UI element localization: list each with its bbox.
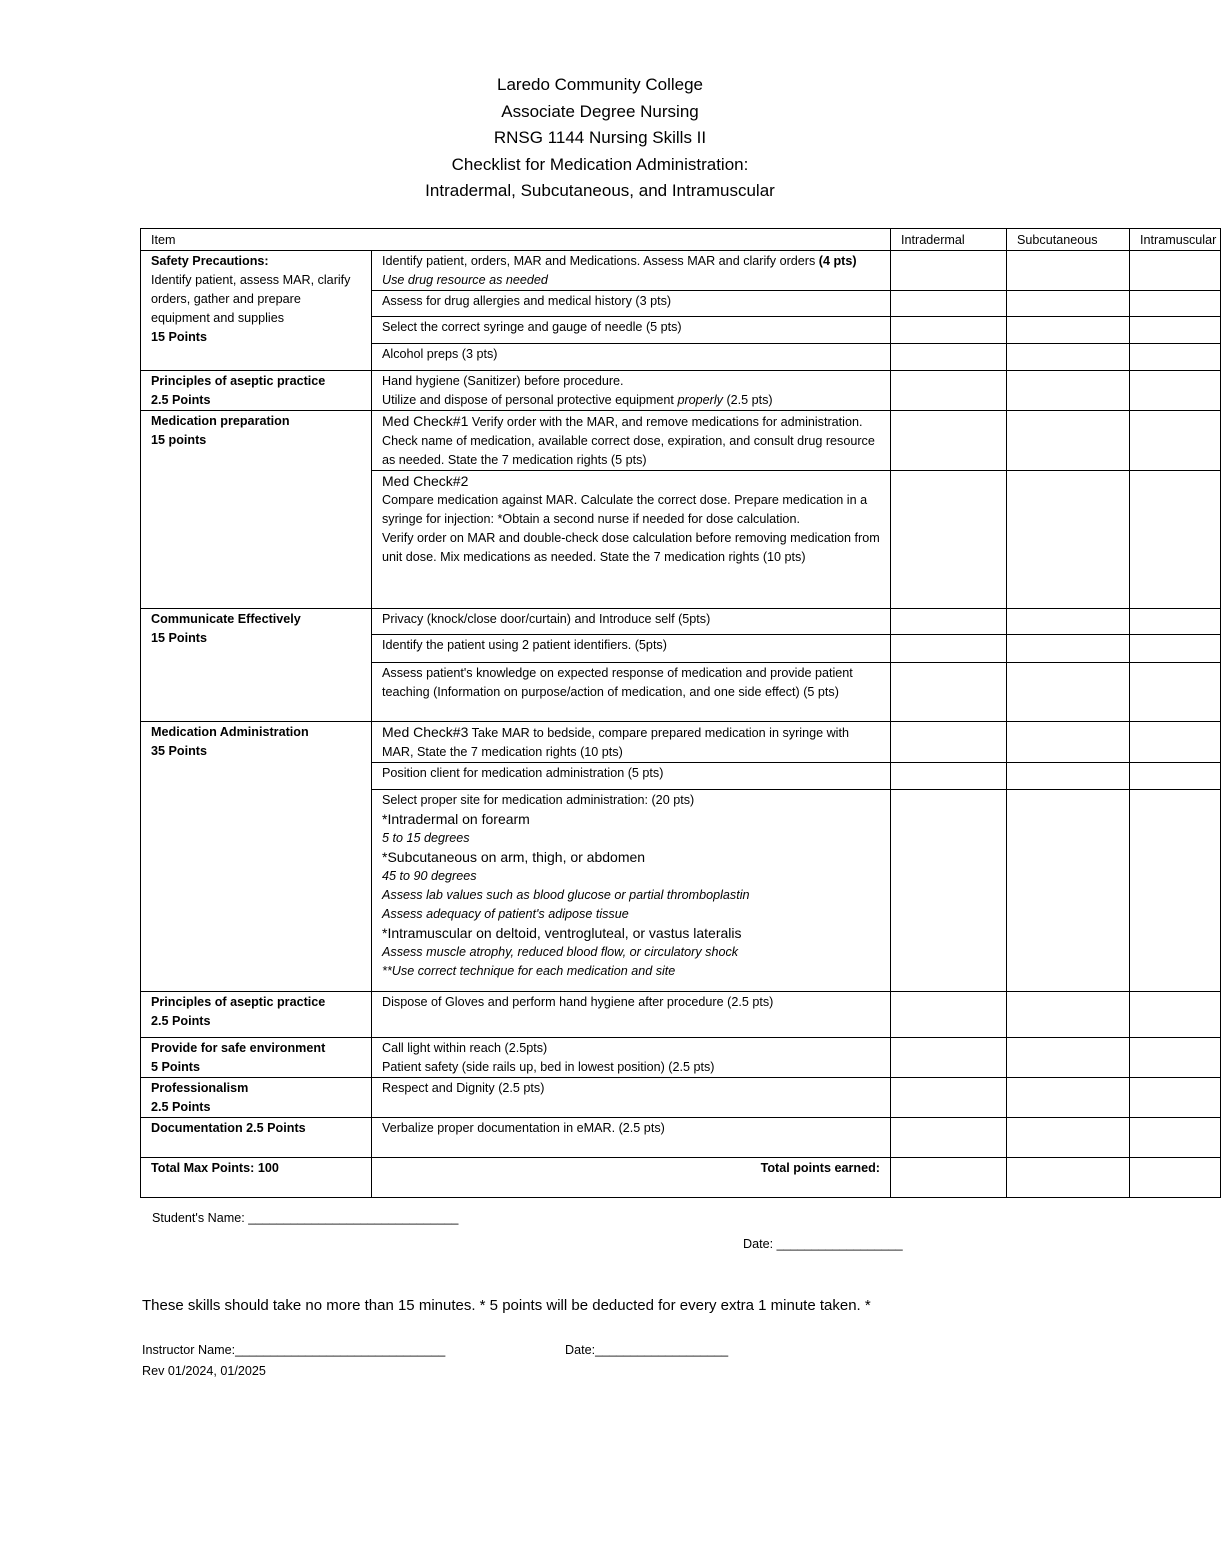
aseptic2-points: 2.5 Points xyxy=(151,1014,211,1028)
table-row xyxy=(141,609,1221,635)
intramuscular-cell[interactable] xyxy=(1130,411,1221,471)
subcutaneous-cell[interactable] xyxy=(1007,291,1130,317)
aseptic2-title: Principles of aseptic practice xyxy=(151,995,326,1009)
safety-desc: Identify patient, assess MAR, clarify orders, gather and prepare equipment and supplies xyxy=(151,273,351,325)
admin-intramuscular: *Intramuscular on deltoid, ventrogluteal, or vastus lateralis xyxy=(382,925,742,941)
comm-item-2: Identify the patient using 2 patient identifiers. (5pts) xyxy=(372,635,891,663)
admin-technique: **Use correct technique for each medication and site xyxy=(382,964,676,978)
table-row xyxy=(141,992,1221,1038)
subcutaneous-total-cell[interactable] xyxy=(1007,1158,1130,1198)
comm-item-3: Assess patient's knowledge on expected response of medication and provide patient teaching (Information on purpose/action of medication, and one side effect) (5 pts) xyxy=(372,663,891,722)
doc-item: Verbalize proper documentation in eMAR. (2.5 pts) xyxy=(372,1118,891,1158)
intramuscular-cell[interactable] xyxy=(1130,722,1221,763)
college-name: Laredo Community College xyxy=(497,75,703,94)
med-check-3 xyxy=(372,722,891,763)
med-check-1 xyxy=(372,411,891,471)
prep-title: Medication preparation xyxy=(151,414,290,428)
safety-item-4: Alcohol preps (3 pts) xyxy=(372,344,891,371)
comm-category xyxy=(141,609,372,722)
subcutaneous-cell[interactable] xyxy=(1007,763,1130,790)
intradermal-cell[interactable] xyxy=(891,251,1007,291)
subcutaneous-cell[interactable] xyxy=(1007,1118,1130,1158)
table-row xyxy=(141,1078,1221,1118)
intradermal-cell[interactable] xyxy=(891,471,1007,609)
prep-points: 15 points xyxy=(151,433,207,447)
safety-item-1 xyxy=(372,251,891,291)
subcutaneous-cell[interactable] xyxy=(1007,411,1130,471)
subcutaneous-cell[interactable] xyxy=(1007,1078,1130,1118)
med-check-2-text1: Compare medication against MAR. Calculate the correct dose. Prepare medication in a syringe for injection: *Obtain a second nurse if needed for dose calculation. xyxy=(382,493,868,526)
env-line1: Call light within reach (2.5pts) xyxy=(382,1041,548,1055)
med-check-2 xyxy=(372,471,891,609)
intramuscular-cell[interactable] xyxy=(1130,663,1221,722)
subcutaneous-cell[interactable] xyxy=(1007,722,1130,763)
checklist-subtitle: Intradermal, Subcutaneous, and Intramuscular xyxy=(425,181,775,200)
aseptic2-item: Dispose of Gloves and perform hand hygiene after procedure (2.5 pts) xyxy=(372,992,891,1038)
checklist-table xyxy=(140,228,1221,1198)
time-limit-note: These skills should take no more than 15 minutes. * 5 points will be deducted for every extra 1 minute taken. * xyxy=(142,1297,871,1314)
safety-item-2: Assess for drug allergies and medical history (3 pts) xyxy=(372,291,891,317)
med-check-1-label: Med Check#1 xyxy=(382,413,469,429)
med-check-2-text2: Verify order on MAR and double-check dose calculation before removing medication from unit dose. Mix medications as needed. State the 7 medication rights (10 pts) xyxy=(382,531,880,564)
med-check-1-text: Verify order with the MAR, and remove medications for administration. Check name of medication, available correct dose, expiration, and consult drug resource as needed. State the 7 medication rights (5 pts) xyxy=(382,415,875,467)
checklist-title: Checklist for Medication Administration: xyxy=(451,154,749,174)
table-row xyxy=(141,722,1221,763)
aseptic1-points: 2.5 Points xyxy=(151,393,211,407)
intramuscular-cell[interactable] xyxy=(1130,317,1221,344)
intradermal-header: Intradermal xyxy=(891,229,1007,251)
intramuscular-cell[interactable] xyxy=(1130,1038,1221,1078)
intramuscular-cell[interactable] xyxy=(1130,251,1221,291)
subcutaneous-cell[interactable] xyxy=(1007,635,1130,663)
subcutaneous-cell[interactable] xyxy=(1007,992,1130,1038)
admin-points: 35 Points xyxy=(151,744,207,758)
intradermal-cell[interactable] xyxy=(891,790,1007,992)
safety-item-1-note: Use drug resource as needed xyxy=(382,273,548,287)
table-row xyxy=(141,371,1221,411)
intramuscular-cell[interactable] xyxy=(1130,471,1221,609)
aseptic1-line2-pts: (2.5 pts) xyxy=(726,393,773,407)
safety-item-1-text: Identify patient, orders, MAR and Medications. Assess MAR and clarify orders xyxy=(382,254,816,268)
intradermal-cell[interactable] xyxy=(891,1118,1007,1158)
subcutaneous-cell[interactable] xyxy=(1007,609,1130,635)
intramuscular-cell[interactable] xyxy=(1130,790,1221,992)
med-check-3-label: Med Check#3 xyxy=(382,724,469,740)
safety-points: 15 Points xyxy=(151,330,207,344)
intramuscular-cell[interactable] xyxy=(1130,1118,1221,1158)
subcutaneous-cell[interactable] xyxy=(1007,251,1130,291)
aseptic1-item xyxy=(372,371,891,411)
med-check-3-text: Take MAR to bedside, compare prepared medication in syringe with MAR, State the 7 medication rights (10 pts) xyxy=(382,726,849,759)
intramuscular-cell[interactable] xyxy=(1130,371,1221,411)
admin-intramuscular-assess: Assess muscle atrophy, reduced blood flow, or circulatory shock xyxy=(382,945,739,959)
intradermal-total-cell[interactable] xyxy=(891,1158,1007,1198)
admin-subcutaneous: *Subcutaneous on arm, thigh, or abdomen xyxy=(382,849,646,865)
table-row xyxy=(141,251,1221,291)
admin-title: Medication Administration xyxy=(151,725,309,739)
intradermal-cell[interactable] xyxy=(891,663,1007,722)
intradermal-cell[interactable] xyxy=(891,291,1007,317)
doc-category: Documentation 2.5 Points xyxy=(141,1118,372,1158)
aseptic1-line1: Hand hygiene (Sanitizer) before procedure. xyxy=(382,374,624,388)
admin-intradermal-degrees: 5 to 15 degrees xyxy=(382,831,470,845)
aseptic1-category xyxy=(141,371,372,411)
env-title: Provide for safe environment xyxy=(151,1041,326,1055)
admin-position: Position client for medication administration (5 pts) xyxy=(372,763,891,790)
intradermal-cell[interactable] xyxy=(891,635,1007,663)
subcutaneous-cell[interactable] xyxy=(1007,317,1130,344)
subcutaneous-cell[interactable] xyxy=(1007,663,1130,722)
program-name: Associate Degree Nursing xyxy=(501,101,699,121)
med-check-2-label: Med Check#2 xyxy=(382,473,469,489)
intramuscular-cell[interactable] xyxy=(1130,291,1221,317)
admin-category xyxy=(141,722,372,992)
student-date-line[interactable]: Date: __________________ xyxy=(743,1237,903,1251)
subcutaneous-cell[interactable] xyxy=(1007,371,1130,411)
comm-points: 15 Points xyxy=(151,631,207,645)
intradermal-cell[interactable] xyxy=(891,763,1007,790)
intradermal-cell[interactable] xyxy=(891,1038,1007,1078)
intradermal-cell[interactable] xyxy=(891,317,1007,344)
comm-title: Communicate Effectively xyxy=(151,612,301,626)
intradermal-cell[interactable] xyxy=(891,411,1007,471)
intramuscular-cell[interactable] xyxy=(1130,344,1221,371)
subcutaneous-cell[interactable] xyxy=(1007,1038,1130,1078)
intramuscular-cell[interactable] xyxy=(1130,1078,1221,1118)
safety-item-3: Select the correct syringe and gauge of needle (5 pts) xyxy=(372,317,891,344)
revision-note: Rev 01/2024, 01/2025 xyxy=(142,1364,266,1378)
intradermal-cell[interactable] xyxy=(891,344,1007,371)
env-item xyxy=(372,1038,891,1078)
admin-site xyxy=(372,790,891,992)
instructor-date-line[interactable]: Date:___________________ xyxy=(565,1343,729,1357)
item-header: Item xyxy=(141,229,891,251)
safety-item-1-pts: (4 pts) xyxy=(818,254,857,268)
subcutaneous-cell[interactable] xyxy=(1007,790,1130,992)
subcutaneous-header: Subcutaneous xyxy=(1007,229,1130,251)
env-category xyxy=(141,1038,372,1078)
intramuscular-cell[interactable] xyxy=(1130,635,1221,663)
prep-category xyxy=(141,411,372,609)
admin-site-title: Select proper site for medication administration: (20 pts) xyxy=(382,793,695,807)
prof-title: Professionalism xyxy=(151,1081,249,1095)
total-max: Total Max Points: 100 xyxy=(141,1158,372,1198)
table-row xyxy=(141,1118,1221,1158)
aseptic1-line2: Utilize and dispose of personal protective equipment xyxy=(382,393,674,407)
env-points: 5 Points xyxy=(151,1060,200,1074)
instructor-name-line[interactable]: Instructor Name:______________________________ xyxy=(142,1343,446,1357)
intradermal-cell[interactable] xyxy=(891,992,1007,1038)
safety-title: Safety Precautions: xyxy=(151,254,269,268)
subcutaneous-cell[interactable] xyxy=(1007,344,1130,371)
prof-category xyxy=(141,1078,372,1118)
admin-subcutaneous-lab: Assess lab values such as blood glucose or partial thromboplastin xyxy=(382,888,750,902)
intramuscular-total-cell[interactable] xyxy=(1130,1158,1221,1198)
intradermal-cell[interactable] xyxy=(891,609,1007,635)
intramuscular-cell[interactable] xyxy=(1130,763,1221,790)
comm-item-1: Privacy (knock/close door/curtain) and Introduce self (5pts) xyxy=(372,609,891,635)
intradermal-cell[interactable] xyxy=(891,1078,1007,1118)
admin-subcutaneous-adipose: Assess adequacy of patient's adipose tissue xyxy=(382,907,629,921)
table-header-row xyxy=(141,229,1221,251)
document-header xyxy=(0,72,1200,205)
admin-intradermal: *Intradermal on forearm xyxy=(382,811,530,827)
student-name-line[interactable]: Student's Name: ______________________________ xyxy=(152,1211,459,1225)
table-row xyxy=(141,411,1221,471)
intramuscular-cell[interactable] xyxy=(1130,609,1221,635)
aseptic2-category xyxy=(141,992,372,1038)
table-row xyxy=(141,1158,1221,1198)
safety-category xyxy=(141,251,372,371)
admin-subcutaneous-degrees: 45 to 90 degrees xyxy=(382,869,477,883)
prof-points: 2.5 Points xyxy=(151,1100,211,1114)
subcutaneous-cell[interactable] xyxy=(1007,471,1130,609)
intramuscular-header: Intramuscular xyxy=(1130,229,1221,251)
intramuscular-cell[interactable] xyxy=(1130,992,1221,1038)
intradermal-cell[interactable] xyxy=(891,722,1007,763)
table-row xyxy=(141,1038,1221,1078)
aseptic1-line2-italic: properly xyxy=(677,393,723,407)
intradermal-cell[interactable] xyxy=(891,371,1007,411)
course-name: RNSG 1144 Nursing Skills II xyxy=(493,128,707,147)
prof-item: Respect and Dignity (2.5 pts) xyxy=(372,1078,891,1118)
total-earned-label: Total points earned: xyxy=(372,1158,891,1198)
env-line2: Patient safety (side rails up, bed in lowest position) (2.5 pts) xyxy=(382,1060,715,1074)
aseptic1-title: Principles of aseptic practice xyxy=(151,374,326,388)
